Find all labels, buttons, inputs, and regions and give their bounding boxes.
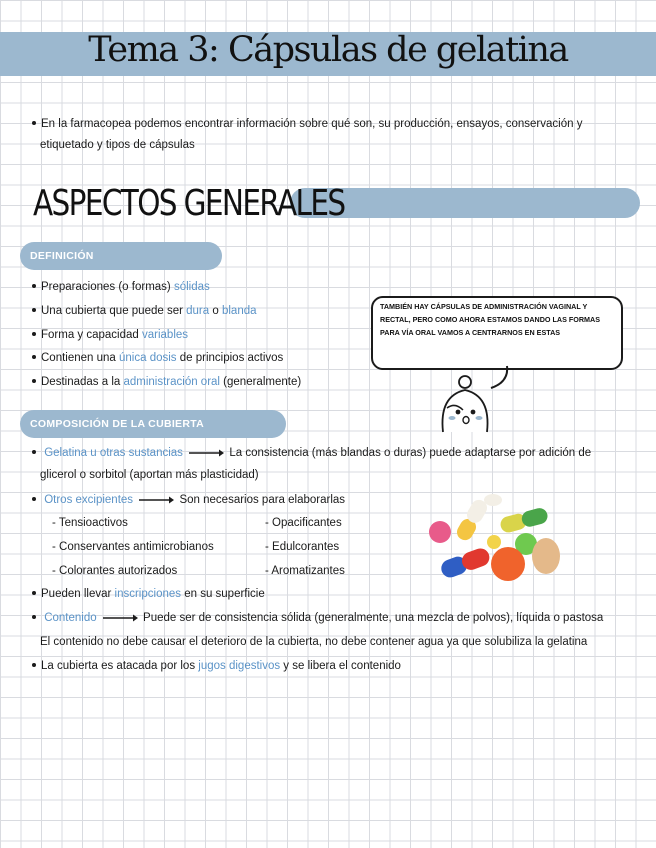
excipiente-left-3: - Colorantes autorizados: [52, 565, 178, 577]
arrow-right-icon: [102, 614, 138, 622]
gelatina-line-2: glicerol o sorbitol (aportan más plasticidad): [40, 469, 259, 481]
def-item-2: Una cubierta que puede ser dura o blanda: [32, 303, 257, 320]
composicion-label: COMPOSICIÓN DE LA CUBIERTA: [30, 418, 205, 430]
page-title: Tema 3: Cápsulas de gelatina: [88, 30, 568, 70]
section-heading: ASPECTOS GENERALES: [33, 183, 345, 224]
excipiente-left-1: - Tensioactivos: [52, 517, 128, 529]
excipiente-right-3: - Aromatizantes: [265, 565, 345, 577]
arrow-right-icon: [138, 496, 174, 504]
def-item-1: Preparaciones (o formas) sólidas: [32, 279, 210, 296]
inscripciones-line: Pueden llevar inscripciones en su superficie: [32, 586, 265, 603]
intro-line-1: En la farmacopea podemos encontrar información sobre qué son, su producción, ensayos, conservación y: [32, 116, 582, 133]
excipientes-line: Otros excipientes Son necesarios para elaborarlas: [32, 492, 345, 509]
capsules-image: [420, 492, 570, 587]
excipiente-left-2: - Conservantes antimicrobianos: [52, 541, 214, 553]
arrow-right-icon: [188, 449, 224, 457]
contenido-line-2: El contenido no debe causar el deterioro de la cubierta, no debe contener agua ya que solubiliza la gelatina: [40, 636, 588, 648]
jugos-line: La cubierta es atacada por los jugos digestivos y se libera el contenido: [32, 658, 401, 675]
def-item-3: Forma y capacidad variables: [32, 327, 188, 344]
excipiente-right-2: - Edulcorantes: [265, 541, 340, 553]
definicion-label: DEFINICIÓN: [30, 250, 94, 262]
intro-line-2: etiquetado y tipos de cápsulas: [40, 139, 195, 151]
excipiente-right-1: - Opacificantes: [265, 517, 342, 529]
def-item-4: Contienen una única dosis de principios activos: [32, 350, 283, 367]
character-doodle-icon: [425, 360, 525, 435]
contenido-line: Contenido Puede ser de consistencia sólida (generalmente, una mezcla de polvos), líquida o pastosa: [32, 610, 603, 627]
def-item-5: Destinadas a la administración oral (generalmente): [32, 374, 301, 391]
gelatina-line: Gelatina u otras sustancias La consistencia (más blandas o duras) puede adaptarse por adición de: [32, 445, 591, 462]
speech-bubble-text: TAMBIÉN HAY CÁPSULAS DE ADMINISTRACIÓN VAGINAL Y RECTAL, PERO COMO AHORA ESTAMOS DANDO LAS FORMAS PARA VÍA ORAL VAMOS A CENTRARNOS EN ESTAS: [380, 302, 601, 337]
